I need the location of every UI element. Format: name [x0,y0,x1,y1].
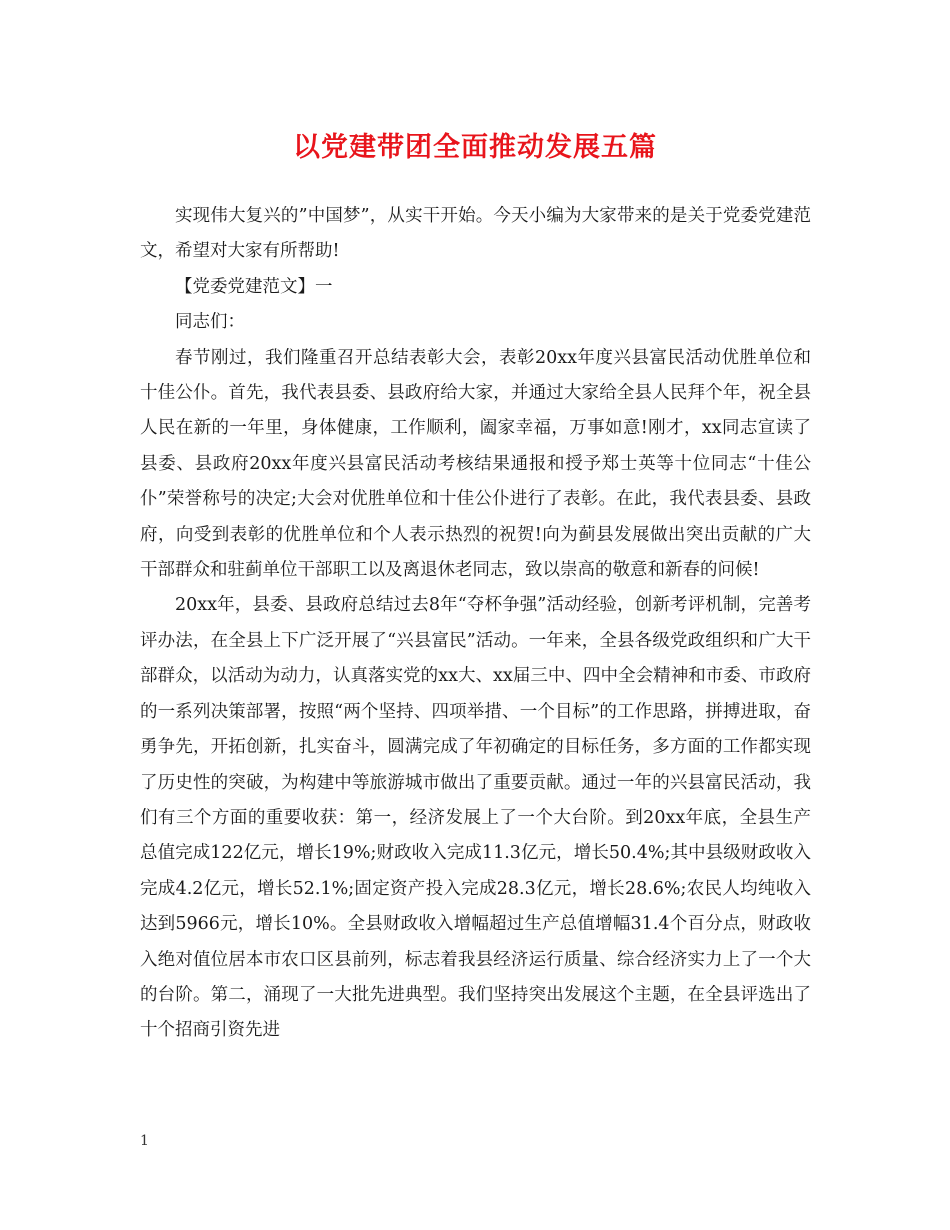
body-paragraph: 春节刚过，我们隆重召开总结表彰大会，表彰20xx年度兴县富民活动优胜单位和十佳公仆。首先，我代表县委、县政府给大家，并通过大家给全县人民拜个年，祝全县人民在新的一年里，身体健康，工作顺利，阖家幸福，万事如意!刚才，xx同志宣读了县委、县政府20xx年度兴县富民活动考核结果通报和授予郑士英等十位同志“十佳公仆”荣誉称号的决定;大会对优胜单位和十佳公仆进行了表彰。在此，我代表县委、县政府，向受到表彰的优胜单位和个人表示热烈的祝贺!向为蓟县发展做出突出贡献的广大干部群众和驻蓟单位干部职工以及离退休老同志，致以崇高的敬意和新春的问候! [140,347,811,581]
intro-paragraph: 实现伟大复兴的”中国梦”，从实干开始。今天小编为大家带来的是关于党委党建范文，希望对大家有所帮助! [140,206,811,262]
document-title: 以党建带团全面推动发展五篇 [293,132,657,163]
salutation: 同志们： [175,312,245,333]
document-body [140,199,811,1049]
body-paragraph: 20xx年，县委、县政府总结过去8年“夺杯争强”活动经验，创新考评机制，完善考评办法，在全县上下广泛开展了“兴县富民”活动。一年来，全县各级党政组织和广大干部群众，以活动为动力，认真落实党的xx大、xx届三中、四中全会精神和市委、市政府的一系列决策部署，按照“两个坚持、四项举措、一个目标”的工作思路，拼搏进取，奋勇争先，开拓创新，扎实奋斗，圆满完成了年初确定的目标任务，多方面的工作都实现了历史性的突破，为构建中等旅游城市做出了重要贡献。通过一年的兴县富民活动，我们有三个方面的重要收获：第一，经济发展上了一个大台阶。到20xx年底，全县生产总值完成122亿元，增长19%;财政收入完成11.3亿元，增长50.4%;其中县级财政收入完成4.2亿元，增长52.1%;固定资产投入完成28.3亿元，增长28.6%;农民人均纯收入达到5966元，增长10%。全县财政收入增幅超过生产总值增幅31.4个百分点，财政收入绝对值位居本市农口区县前列，标志着我县经济运行质量、综合经济实力上了一个大的台阶。第二，涌现了一大批先进典型。我们坚持突出发展这个主题，在全县评选出了十个招商引资先进 [140,595,811,1041]
section-heading: 【党委党建范文】一 [175,276,333,297]
page-number: 1 [140,1133,149,1149]
